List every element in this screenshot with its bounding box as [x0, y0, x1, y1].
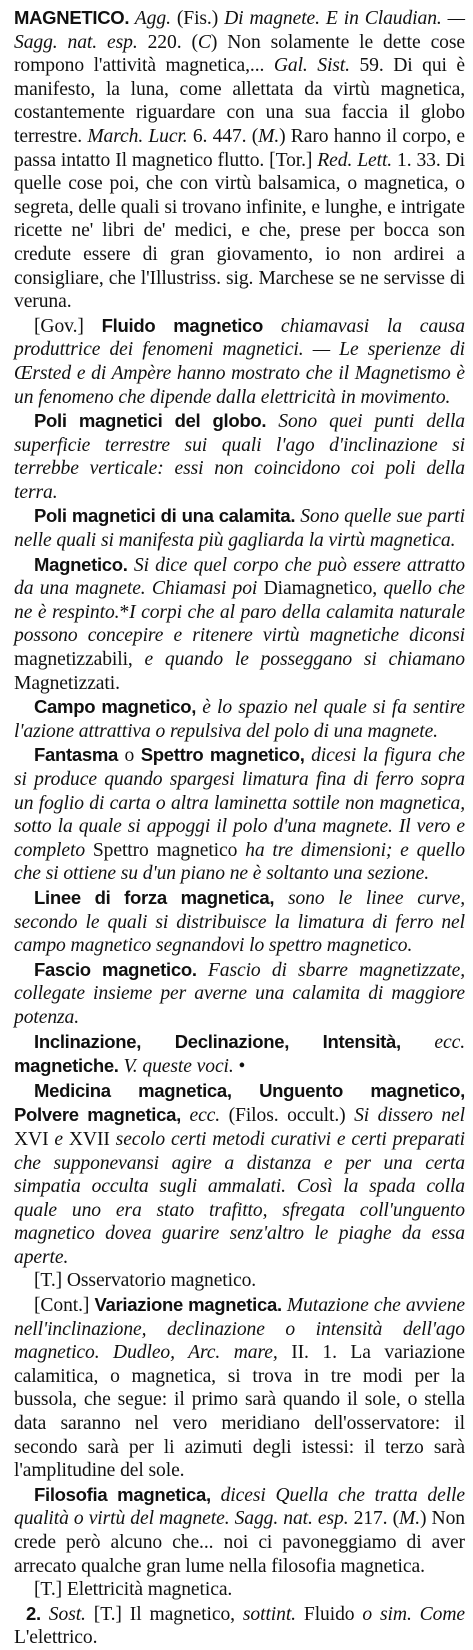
entry-magnetico-sost-text: quello che ne è respinto. — [14, 578, 465, 623]
entry-headword-text: Di magnete. E in Claudian. — Sagg. nat. esp. — [14, 8, 465, 53]
entry-sost-text: sottint. — [242, 1603, 296, 1625]
entry-medicina-text: e — [48, 1128, 69, 1150]
entry-headword-text: C — [197, 31, 211, 53]
entry-inclinazione — [14, 1030, 465, 1079]
entry-fluido-text: Fluido magnetico — [101, 314, 264, 336]
entry-magnetico-sost-text: Magnetizzati. — [14, 672, 120, 694]
entry-campo-text: è lo spazio nel quale si fa sentire l'azione attrattiva o repulsiva del polo di una magnete. — [14, 697, 465, 742]
entry-filosofia-text: Filosofia magnetica, — [34, 1483, 211, 1505]
entry-sost-text: Fluido — [295, 1603, 363, 1625]
entry-magnetico-sost-text: e quando le posseggano si chiamano — [144, 649, 465, 671]
entry-headword-text: 6. 447. ( — [187, 125, 259, 147]
entry-poli-calamita-text: Poli magnetici di una calamita. — [34, 505, 296, 527]
entry-medicina-text: ecc. — [180, 1105, 229, 1127]
entry-poli-globo-text: Poli magnetici del globo. — [34, 410, 267, 432]
entry-headword-text: Agg. — [129, 8, 177, 29]
entry-magnetico-sost-text: magnetizzabili, — [14, 649, 145, 671]
entry-fantasma — [14, 743, 465, 886]
entry-inclinazione-text: • — [233, 1056, 246, 1078]
entry-fluido-text: chiamavasi la causa produttrice dei fenomeni magnetici. — Le sperienze di Œrsted e di Ampère hanno mostrato che il Magnetismo è un fenomeno che dipende dalla elettricità in movimento. — [14, 315, 465, 408]
entry-headword-text: (Fis.) — [176, 8, 225, 29]
entry-magnetico-sost-text: Diamagnetico, — [263, 578, 384, 600]
entry-linee-text: Linee di forza magnetica, — [34, 886, 275, 908]
entry-fascio-text: Fascio magnetico. — [34, 958, 197, 980]
entry-medicina — [14, 1079, 465, 1270]
entry-headword-text: M. — [258, 125, 280, 147]
entry-magnetico-sost — [14, 553, 465, 696]
entry-medicina-text: Si dissero nel — [354, 1105, 466, 1127]
entry-poli-globo — [14, 409, 465, 504]
entry-medicina-text: Medicina magnetica, Unguento magnetico, Polvere magnetica, — [14, 1079, 465, 1126]
entry-headword-text: Gal. Sist. — [273, 55, 350, 77]
entry-filosofia-text: 217. ( — [348, 1508, 399, 1530]
entry-inclinazione-text: magnetiche. — [14, 1055, 119, 1077]
entry-magnetico-sost-text: I corpi che al paro della calamita naturale possono concepire e ritenere virtù magnetiche diconsi — [14, 601, 465, 647]
entry-headword-text: Red. Lett. — [317, 149, 393, 171]
entry-variazione-text: II. 1. La variazione calamitica, o magnetica, si trova in tre modi per la bussola, che segue: il primo sarà quando il sole, o stella data saranno nel vero meridiano dell'osservatore: il secondo sarà per li azimuti degli istessi: il terzo sarà l'amplitudine del sole. — [14, 1342, 465, 1482]
entry-sost-text: [T.] Il magnetico, — [85, 1603, 243, 1625]
entry-linee — [14, 886, 465, 958]
entry-fascio-text: Fascio di sbarre magnetizzate, collegate insieme per averne una calamita di maggiore potenza. — [14, 959, 465, 1028]
entry-campo-text: Campo magnetico, — [34, 696, 197, 718]
entry-fantasma-text: Fantasma — [34, 744, 118, 766]
entry-sost-text: L'elettrico. — [14, 1627, 98, 1649]
entry-sost-text: Sost. — [48, 1603, 86, 1625]
entry-elettricita — [14, 1578, 465, 1602]
entry-poli-calamita — [14, 504, 465, 552]
entry-medicina-text: XVI — [14, 1128, 49, 1150]
entry-headword-text: ) Raro hanno il corpo, e passa intatto Il magnetico flutto. [Tor.] — [14, 125, 466, 171]
entry-medicina-text: (Filos. occult.) — [228, 1105, 355, 1127]
entry-headword — [14, 6, 465, 314]
entry-campo — [14, 695, 465, 743]
entry-headword-text: March. Lucr. — [87, 125, 188, 147]
entry-medicina-text: secolo certi metodi curativi e certi preparati che supponevansi agire a distanza e per una certa simpatia occulta sugli ammalati. Così la spada colla quale uno era stato trafitto, sfregata coll'unguento magnetico dovea guarire senz'altro le piaghe da essa aperte. — [14, 1128, 465, 1268]
entry-fantasma-text: o — [117, 745, 141, 767]
entry-osservatorio-text: [T.] Osservatorio magnetico. — [34, 1270, 257, 1292]
entry-fascio — [14, 958, 465, 1030]
entry-inclinazione-text: Inclinazione, Declinazione, Intensità, — [34, 1030, 401, 1052]
entry-inclinazione-text: ecc. — [400, 1031, 466, 1053]
entry-headword-text: MAGNETICO. — [14, 7, 130, 28]
entry-fantasma-text: ha tre dimensioni; e quello che si ottiene su d'un piano ne è soltanto una sezione. — [14, 839, 465, 885]
entry-osservatorio — [14, 1269, 465, 1293]
entry-filosofia-text: dicesi Quella che tratta delle qualità o virtù del magnete. Sagg. nat. esp. — [14, 1484, 465, 1530]
entry-headword-text: 1. 33. Di quelle cose poi, che con virtù balsamica, o magnetica, o segreta, delle quali si trovano infinite, e lunghe, e intrigate ricette ne' libri de' medici, e che, prese per bocca son credute essere di gran giovamento, io non ardirei a consigliare, che l'Illustriss. sig. Marchese se ne servisse di veruna. — [14, 149, 466, 313]
entry-linee-text: sono le linee curve, secondo le quali si distribuisce la limatura di ferro nel campo magnetico segnandovi lo spettro magnetico. — [14, 887, 466, 957]
entry-fantasma-text: Spettro magnetico — [92, 839, 246, 861]
entry-sost — [14, 1602, 465, 1650]
entry-filosofia — [14, 1483, 465, 1578]
entry-fantasma-text: Spettro magnetico, — [140, 744, 305, 766]
entry-magnetico-sost-text: Magnetico. — [34, 553, 128, 575]
entry-poli-calamita-text: Sono quelle sue parti nelle quali si manifesta più gagliarda la virtù magnetica. — [14, 506, 465, 552]
entry-magnetico-sost-text: * — [119, 601, 130, 623]
entry-headword-text: 220. ( — [137, 31, 198, 53]
entry-list — [14, 6, 465, 1650]
entry-fantasma-text: dicesi la figura che si produce quando spargesi limatura fina di ferro sopra un foglio di carta o altra laminetta sottile non magnetica, sotto la quale si appoggi il polo d'una magnete. Il vero e completo — [14, 745, 466, 861]
entry-fluido — [14, 314, 465, 409]
entry-medicina-text: XVII — [68, 1128, 110, 1150]
entry-fluido-text: [Gov.] — [34, 315, 102, 337]
entry-filosofia-text: M. — [399, 1508, 421, 1530]
entry-inclinazione-text: V. queste voci. — [118, 1056, 234, 1078]
entry-variazione-text: Mutazione che avviene nell'inclinazione, declinazione o intensità dell'ago magnetico. Dudleo, Arc. mare, — [14, 1295, 465, 1364]
entry-headword-text: 59. Di qui è manifesto, la luna, come allettata da virtù magnetica, costantemente riguardare con una sua faccia il globo terrestre. — [14, 55, 465, 147]
entry-magnetico-sost-text: Si dice quel corpo che può essere attratto da una magnete. Chiamasi poi — [14, 554, 465, 600]
entry-variazione-text: Variazione magnetica. — [94, 1294, 282, 1316]
entry-headword-text: ) Non solamente le dette cose rompono l'attività magnetica,... — [14, 31, 465, 77]
entry-variazione — [14, 1293, 465, 1483]
entry-sost-text: o sim. Come — [362, 1603, 465, 1625]
entry-sost-text: 2. — [26, 1602, 49, 1624]
entry-poli-globo-text: Sono quei punti della superficie terrestre sui quali l'ago d'inclinazione si terrebbe verticale: essi non coincidono coi poli della terra. — [14, 411, 465, 503]
entry-filosofia-text: ) Non crede però alcuno che... noi ci pavoneggiamo di aver arrecato qualche gran lume nella filosofia magnetica. — [14, 1508, 465, 1577]
entry-variazione-text: [Cont.] — [34, 1295, 95, 1317]
entry-elettricita-text: [T.] Elettricità magnetica. — [34, 1579, 233, 1601]
